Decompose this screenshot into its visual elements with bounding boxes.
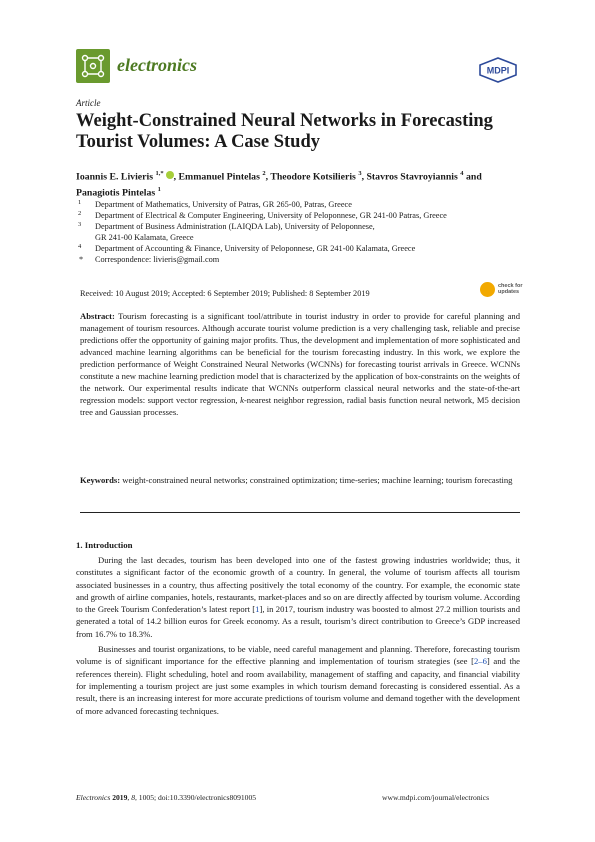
- abstract: [80, 310, 520, 418]
- footer-citation: Electronics 2019, 8, 1005; doi:10.3390/electronics8091005: [76, 793, 257, 802]
- author-list: [76, 167, 526, 200]
- correspondence-text[interactable]: Correspondence: livieris@gmail.com: [95, 255, 220, 264]
- paper-title: Weight-Constrained Neural Networks in Forecasting Tourist Volumes: A Case Study: [76, 111, 493, 152]
- affiliation-item: [78, 221, 528, 243]
- section-heading: 1. Introduction: [76, 540, 133, 550]
- affiliation-number: 4: [78, 243, 82, 250]
- author-affiliation-marker: 2: [262, 170, 266, 177]
- author-name: , Emmanuel Pintelas: [173, 171, 260, 183]
- author-affiliation-marker: 1,*: [155, 170, 164, 177]
- correspondence-marker: *: [79, 255, 84, 264]
- affiliation-item: [78, 243, 528, 254]
- paragraph: During the last decades, tourism has been developed into one of the fastest growing industries worldwide; thus, it constitutes a significant factor of the economic growth of a country. In general, the volume of tourism affects all tourism associated businesses in a country, thus affecting positively the total economy of the country. For example, the economic state and growth of airline companies, hotels, restaurants, market-places and so on are directly affected by tourism volume. According to the Greek Tourism Confederation’s latest report [1], in 2017, tourism industry was boosted to almost 27.2 million tourists and generated a total of 14.2 billion euros for Greek economy. As a result, tourism’s direct contribution to Greece’s GDP increased from 16.7% to 18.3%.: [76, 555, 520, 639]
- check-updates-label: check for updates: [498, 283, 523, 295]
- affiliation-item: [78, 199, 528, 210]
- affiliation-number: 2: [78, 210, 82, 217]
- publication-dates: Received: 10 August 2019; Accepted: 6 September 2019; Published: 8 September 2019: [80, 289, 370, 298]
- affiliation-text: Department of Accounting & Finance, University of Peloponnese, GR 241-00 Kalamata, Greece: [95, 244, 416, 253]
- abstract-text: Tourism forecasting is a significant tool/attribute in tourist industry in order to provide for careful planning and management of tourism resources. Although accurate tourist volume prediction is a very challenging task, reliable and precise predictions offer the opportunity of gaining major profits. Thus, the development and implementation of more sophisticated and advanced machine learning algorithms can be beneficial for the tourism forecasting industry. In this work, we explore the prediction performance of Weight Constrained Neural Networks (WCNNs) for forecasting tourist arrivals in Greece. WCNNs constitute a new machine learning prediction model that is characterized by the application of box-constraints on the weights of the network. Our experimental results indicate that WCNNs outperform classical neural networks and the state-of-the-art regression models: support vector regression,: [80, 311, 520, 405]
- affiliation-text: Department of Business Administration (LAIQDA Lab), University of Peloponnese,: [95, 222, 375, 231]
- keywords-text: weight-constrained neural networks; constrained optimization; time-series; machine learning; tourism forecasting: [120, 475, 513, 485]
- paragraph: Businesses and tourist organizations, to be viable, need careful management and planning. Therefore, forecasting tourism volume is of significant importance for the effective planning and implementation of tourism strategies (see [2–6] and the references therein). Flight scheduling, hotel and room availability, management of staffing and capacity, and financial viability for implementing a tourism project are just some examples in which tourism demand forecasting is considered essential. As a result, there is an increasing interest for more accurate predictions of tourism volume and demand together with the development of more advanced forecasting techniques.: [76, 644, 520, 716]
- keywords: [80, 474, 520, 486]
- affiliation-text: Department of Mathematics, University of Patras, GR 265-00, Patras, Greece: [95, 200, 352, 209]
- author-affiliation-marker: 1: [157, 186, 161, 194]
- author-name: , Theodore Kotsilieris: [265, 171, 356, 183]
- section-divider: [80, 512, 520, 513]
- introduction-body: [76, 554, 520, 717]
- author-name: Panagiotis Pintelas: [76, 187, 156, 199]
- author-affiliation-marker: 4: [460, 170, 464, 177]
- journal-logo: [76, 49, 110, 83]
- affiliation-list: [78, 199, 528, 265]
- journal-name: electronics: [117, 55, 197, 75]
- affiliation-item: [78, 210, 528, 221]
- orcid-icon[interactable]: [166, 171, 174, 179]
- correspondence-item: [78, 254, 528, 265]
- svg-text:MDPI: MDPI: [486, 65, 510, 76]
- author-affiliation-marker: 3: [358, 170, 362, 177]
- citation-link[interactable]: 1: [255, 604, 260, 615]
- check-for-updates-badge[interactable]: [480, 281, 526, 299]
- article-type: Article: [76, 98, 101, 108]
- footer-url[interactable]: www.mdpi.com/journal/electronics: [382, 793, 490, 802]
- mdpi-logo: [478, 57, 518, 83]
- author-name: , Stavros Stavroyiannis: [361, 171, 458, 183]
- affiliation-text: GR 241-00 Kalamata, Greece: [95, 233, 194, 242]
- affiliation-number: 1: [78, 199, 82, 206]
- author-conjunction: and: [463, 171, 482, 183]
- affiliation-number: 3: [78, 221, 82, 228]
- author-name: Ioannis E. Livieris: [76, 171, 154, 183]
- citation-link[interactable]: 2–6: [474, 656, 487, 667]
- check-updates-icon: [480, 282, 495, 297]
- abstract-text-italic: k: [240, 395, 244, 405]
- affiliation-text: Department of Electrical & Computer Engineering, University of Peloponnese, GR 241-00 Patras, Greece: [95, 211, 447, 220]
- keywords-label: Keywords:: [80, 475, 121, 485]
- abstract-label: Abstract:: [80, 311, 115, 321]
- abstract-text: -nearest neighbor regression, radial basis function neural network, M5 decision tree and Gaussian processes.: [80, 395, 520, 417]
